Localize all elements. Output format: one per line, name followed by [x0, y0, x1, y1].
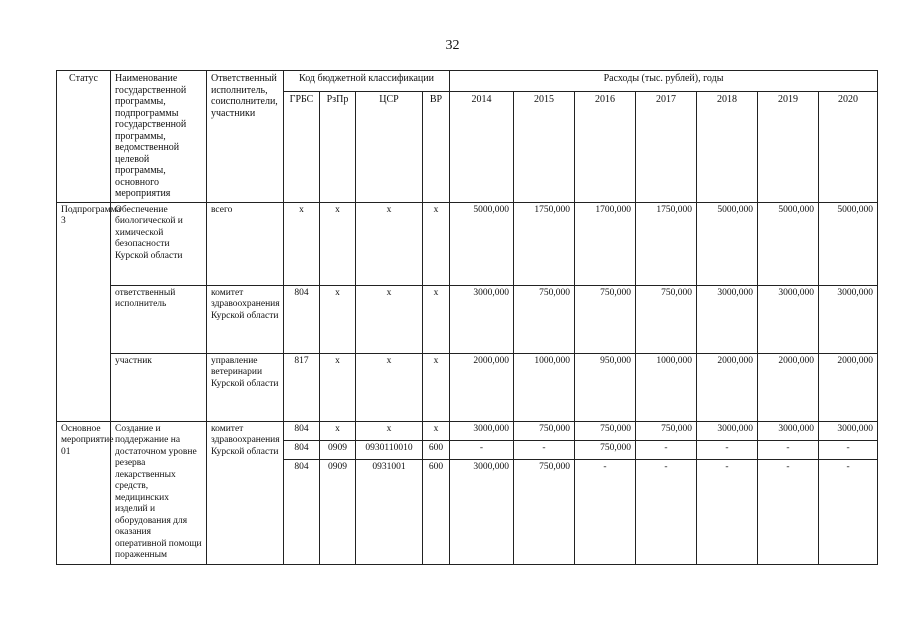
rzpr-cell: х	[320, 353, 356, 421]
grbs-cell: х	[284, 202, 320, 285]
header-year: 2014	[450, 92, 514, 203]
row-label: управление ветеринарии Курской области	[207, 353, 284, 421]
header-status: Статус	[57, 71, 111, 203]
header-grbs: ГРБС	[284, 92, 320, 203]
header-year: 2015	[514, 92, 575, 203]
value-cell: -	[819, 440, 878, 459]
grbs-cell: 804	[284, 459, 320, 564]
value-cell: 3000,000	[819, 285, 878, 353]
value-cell: 950,000	[575, 353, 636, 421]
vr-cell: х	[423, 202, 450, 285]
grbs-cell: 804	[284, 440, 320, 459]
measure-responsible: комитет здравоохранения Курской области	[207, 421, 284, 564]
row-label: всего	[207, 202, 284, 285]
vr-cell: 600	[423, 440, 450, 459]
value-cell: 2000,000	[697, 353, 758, 421]
grbs-cell: 804	[284, 421, 320, 440]
vr-cell: 600	[423, 459, 450, 564]
header-year: 2016	[575, 92, 636, 203]
value-cell: -	[575, 459, 636, 564]
value-cell: 750,000	[514, 285, 575, 353]
header-year: 2020	[819, 92, 878, 203]
budget-table	[56, 70, 878, 565]
value-cell: 3000,000	[450, 285, 514, 353]
value-cell: 750,000	[636, 421, 697, 440]
header-responsible: Ответственный исполнитель, соисполнители, участники	[207, 71, 284, 203]
header-year: 2019	[758, 92, 819, 203]
rzpr-cell: х	[320, 202, 356, 285]
csr-cell: х	[356, 421, 423, 440]
value-cell: 5000,000	[450, 202, 514, 285]
value-cell: 1700,000	[575, 202, 636, 285]
value-cell: 3000,000	[450, 459, 514, 564]
value-cell: 1750,000	[514, 202, 575, 285]
value-cell: 750,000	[575, 285, 636, 353]
row-name: участник	[111, 353, 207, 421]
value-cell: 750,000	[514, 421, 575, 440]
value-cell: 750,000	[636, 285, 697, 353]
header-year: 2017	[636, 92, 697, 203]
value-cell: 750,000	[575, 421, 636, 440]
measure-name: Создание и поддержание на достаточном уровне резерва лекарственных средств, медицинских изделий и оборудования для оказания оперативной помощи пораженным	[111, 421, 207, 564]
rzpr-cell: х	[320, 285, 356, 353]
value-cell: 2000,000	[758, 353, 819, 421]
csr-cell: х	[356, 202, 423, 285]
grbs-cell: 817	[284, 353, 320, 421]
header-name: Наименование государственной программы, подпрограммы государственной программы, ведомственной целевой программы, основного мероприятия	[111, 71, 207, 203]
row-name: ответственный исполнитель	[111, 285, 207, 353]
value-cell: -	[450, 440, 514, 459]
vr-cell: х	[423, 353, 450, 421]
rzpr-cell: 0909	[320, 440, 356, 459]
page-number: 32	[445, 38, 460, 53]
csr-cell: х	[356, 285, 423, 353]
grbs-cell: 804	[284, 285, 320, 353]
value-cell: -	[758, 440, 819, 459]
value-cell: 3000,000	[758, 285, 819, 353]
value-cell: 2000,000	[450, 353, 514, 421]
table-row	[57, 202, 878, 285]
value-cell: -	[697, 459, 758, 564]
header-budget-code: Код бюджетной классификации	[284, 71, 450, 92]
header-expenses: Расходы (тыс. рублей), годы	[450, 71, 878, 92]
value-cell: 3000,000	[697, 421, 758, 440]
vr-cell: х	[423, 421, 450, 440]
csr-cell: х	[356, 353, 423, 421]
value-cell: -	[758, 459, 819, 564]
header-row-1	[57, 71, 878, 92]
value-cell: 750,000	[575, 440, 636, 459]
value-cell: 5000,000	[697, 202, 758, 285]
value-cell: 750,000	[514, 459, 575, 564]
table-row	[57, 421, 878, 440]
value-cell: 3000,000	[697, 285, 758, 353]
value-cell: 2000,000	[819, 353, 878, 421]
header-csr: ЦСР	[356, 92, 423, 203]
vr-cell: х	[423, 285, 450, 353]
value-cell: -	[697, 440, 758, 459]
rzpr-cell: 0909	[320, 459, 356, 564]
header-vr: ВР	[423, 92, 450, 203]
subprogram-status: Подпрограмма 3	[57, 202, 111, 421]
csr-cell: 0931001	[356, 459, 423, 564]
value-cell: -	[819, 459, 878, 564]
header-year: 2018	[697, 92, 758, 203]
subprogram-name: Обеспечение биологической и химической безопасности Курской области	[111, 202, 207, 285]
value-cell: 3000,000	[758, 421, 819, 440]
value-cell: 1750,000	[636, 202, 697, 285]
value-cell: -	[636, 440, 697, 459]
rzpr-cell: х	[320, 421, 356, 440]
value-cell: 3000,000	[450, 421, 514, 440]
value-cell: 1000,000	[514, 353, 575, 421]
value-cell: -	[636, 459, 697, 564]
value-cell: -	[514, 440, 575, 459]
value-cell: 5000,000	[819, 202, 878, 285]
table-row	[57, 353, 878, 421]
value-cell: 1000,000	[636, 353, 697, 421]
header-rzpr: РзПр	[320, 92, 356, 203]
measure-status: Основное мероприятие 01	[57, 421, 111, 564]
value-cell: 3000,000	[819, 421, 878, 440]
csr-cell: 0930110010	[356, 440, 423, 459]
row-label: комитет здравоохранения Курской области	[207, 285, 284, 353]
table-row	[57, 285, 878, 353]
value-cell: 5000,000	[758, 202, 819, 285]
